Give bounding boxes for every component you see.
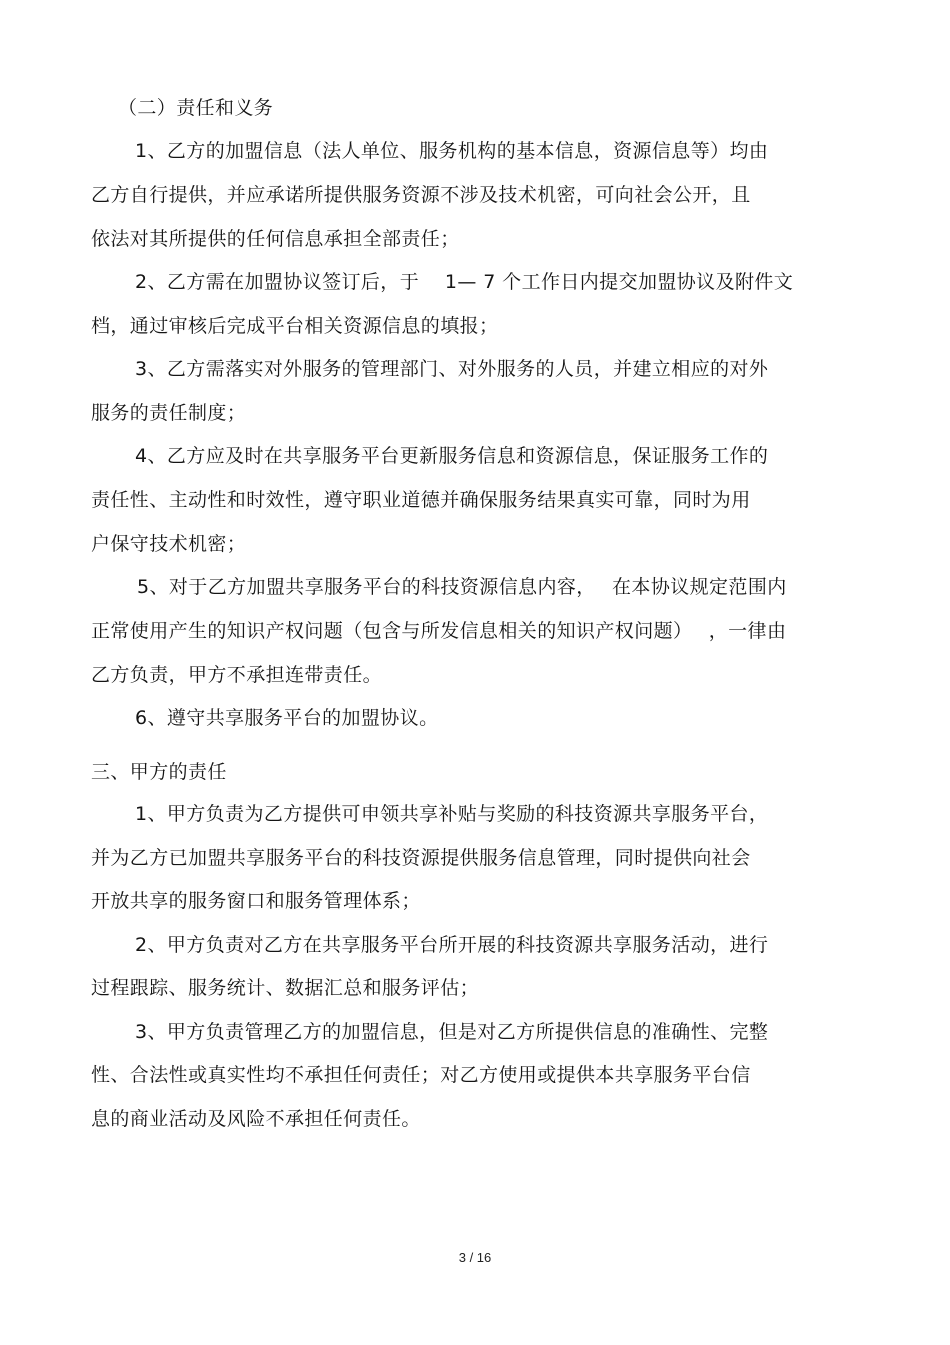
clause-3-line-3: 息的商业活动及风险不承担任何责任。 bbox=[91, 1108, 421, 1130]
clause-3-line-2: 性、合法性或真实性均不承担任何责任；对乙方使用或提供本共享服务平台信 bbox=[91, 1064, 751, 1086]
clause-1-line-1: 1、甲方负责为乙方提供可申领共享补贴与奖励的科技资源共享服务平台， bbox=[135, 803, 769, 825]
paragraph-1-line-3: 依法对其所提供的任何信息承担全部责任； bbox=[91, 228, 460, 250]
page-number: 3 / 16 bbox=[458, 1250, 492, 1265]
paragraph-5-line-3: 乙方负责，甲方不承担连带责任。 bbox=[91, 664, 383, 686]
section-3-heading: 三、甲方的责任 bbox=[91, 761, 227, 783]
paragraph-6-line-1: 6、遵守共享服务平台的加盟协议。 bbox=[135, 707, 439, 729]
paragraph-5-line-2: 正常使用产生的知识产权问题（包含与所发信息相关的知识产权问题） ，一律由 bbox=[91, 620, 787, 642]
paragraph-3-line-1: 3、乙方需落实对外服务的管理部门、对外服务的人员，并建立相应的对外 bbox=[135, 358, 769, 380]
paragraph-4-line-3: 户保守技术机密； bbox=[91, 533, 247, 555]
clause-1-line-2: 并为乙方已加盟共享服务平台的科技资源提供服务信息管理，同时提供向社会 bbox=[91, 847, 751, 869]
clause-2-line-2: 过程跟踪、服务统计、数据汇总和服务评估； bbox=[91, 977, 480, 999]
paragraph-1-line-1: 1、乙方的加盟信息（法人单位、服务机构的基本信息，资源信息等）均由 bbox=[135, 140, 769, 162]
paragraph-1-line-2: 乙方自行提供，并应承诺所提供服务资源不涉及技术机密，可向社会公开，且 bbox=[91, 184, 751, 206]
paragraph-5-line-1: 5、对于乙方加盟共享服务平台的科技资源信息内容， 在本协议规定范围内 bbox=[137, 576, 787, 598]
paragraph-4-line-2: 责任性、主动性和时效性，遵守职业道德并确保服务结果真实可靠，同时为用 bbox=[91, 489, 751, 511]
clause-3-line-1: 3、甲方负责管理乙方的加盟信息，但是对乙方所提供信息的准确性、完整 bbox=[135, 1021, 769, 1043]
section-2-heading: （二）责任和义务 bbox=[118, 97, 274, 119]
paragraph-4-line-1: 4、乙方应及时在共享服务平台更新服务信息和资源信息，保证服务工作的 bbox=[135, 445, 769, 467]
clause-2-line-1: 2、甲方负责对乙方在共享服务平台所开展的科技资源共享服务活动，进行 bbox=[135, 934, 769, 956]
paragraph-2-line-1: 2、乙方需在加盟协议签订后，于 1— 7 个工作日内提交加盟协议及附件文 bbox=[135, 271, 794, 293]
paragraph-3-line-2: 服务的责任制度； bbox=[91, 402, 247, 424]
clause-1-line-3: 开放共享的服务窗口和服务管理体系； bbox=[91, 890, 421, 912]
paragraph-2-line-2: 档，通过审核后完成平台相关资源信息的填报； bbox=[91, 315, 499, 337]
